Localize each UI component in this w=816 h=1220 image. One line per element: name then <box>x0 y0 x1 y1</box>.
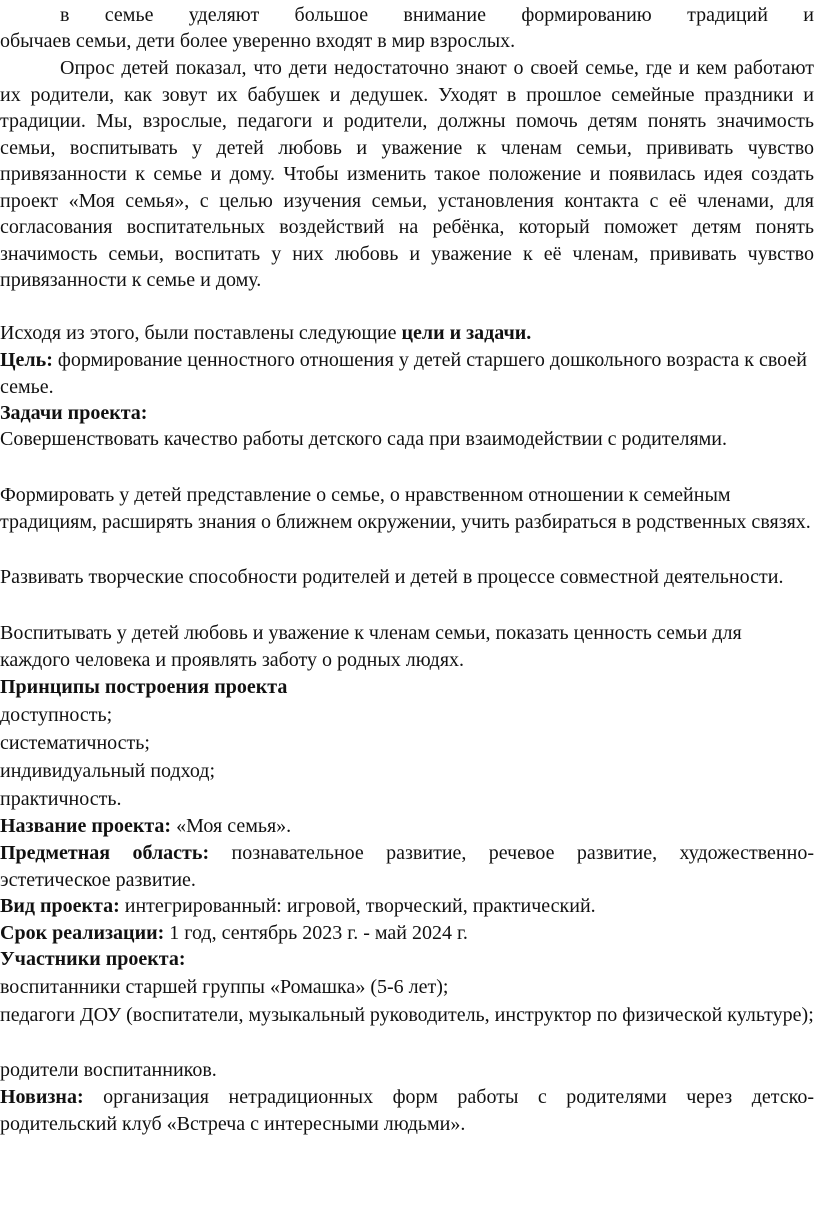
intro-paragraph-2: Опрос детей показал, что дети недостаточно знают о своей семье, где и кем работают их родители, как зовут их бабушек и дедушек. Уходят в прошлое семейные праздники и традиции. Мы, взрослые, педагоги и родители, должны помочь детям понять значимость семьи, воспитывать у детей любовь и уважение к членам семьи, прививать чувство привязанности к семье и дому. Чтобы изменить такое положение и появилась идея создать проект «Моя семья», с целью изучения семьи, установления контакта с её членами, для согласования воспитательных воздействий на ребёнка, который поможет детям понять значимость семьи, воспитать у них любовь и уважение к её членам, прививать чувство привязанности к семье и дому. <box>0 57 814 291</box>
principle-item-4: практичность. <box>0 788 122 810</box>
novelty-text: организация нетрадиционных форм работы с родителями через детско-родительский клуб «Встреча с интересными людьми». <box>0 1086 814 1135</box>
principle-item-3: индивидуальный подход; <box>0 760 216 782</box>
principle-item-1: доступность; <box>0 704 113 726</box>
task-item-3: Развивать творческие способности родителей и детей в процессе совместной деятельности. <box>0 566 784 588</box>
tasks-heading: Задачи проекта: <box>0 402 148 424</box>
goals-intro-paragraph <box>0 320 814 347</box>
subject-area-text: познавательное развитие, речевое развитие, художественно-эстетическое развитие. <box>0 842 814 891</box>
novelty-paragraph <box>0 1084 814 1137</box>
term-label: Срок реализации: <box>0 922 165 944</box>
intro-line-2: обычаев семьи, дети более уверенно входят в мир взрослых. <box>0 30 516 52</box>
participant-item-1: воспитанники старшей группы «Ромашка» (5-6 лет); <box>0 976 449 998</box>
task-item-1: Совершенствовать качество работы детского сада при взаимодействии с родителями. <box>0 428 728 450</box>
term-text: 1 год, сентябрь 2023 г. - май 2024 г. <box>164 922 468 944</box>
principle-item-2: систематичность; <box>0 732 150 754</box>
principles-heading: Принципы построения проекта <box>0 676 288 698</box>
goal-paragraph <box>0 347 814 400</box>
goals-intro-text: Исходя из этого, были поставлены следующие <box>0 322 402 344</box>
goal-text: формирование ценностного отношения у детей старшего дошкольного возраста к своей семье. <box>0 349 807 398</box>
project-type-paragraph <box>0 893 814 920</box>
term-paragraph <box>0 920 814 947</box>
goals-intro-bold: цели и задачи. <box>401 322 532 344</box>
participant-item-3: родители воспитанников. <box>0 1059 217 1081</box>
project-name-text: «Моя семья». <box>171 815 292 837</box>
participants-heading: Участники проекта: <box>0 948 186 970</box>
participant-item-2: педагоги ДОУ (воспитатели, музыкальный руководитель, инструктор по физической культуре); <box>0 1004 814 1026</box>
novelty-label: Новизна: <box>0 1086 84 1108</box>
intro-line-1: в семье уделяют большое внимание формированию традиций и <box>60 4 814 26</box>
task-item-2: Формировать у детей представление о семье, о нравственном отношении к семейным традициям, расширять знания о ближнем окружении, учить разбираться в родственных связях. <box>0 484 811 533</box>
project-type-label: Вид проекта: <box>0 895 120 917</box>
subject-area-paragraph <box>0 840 814 893</box>
project-type-text: интегрированный: игровой, творческий, практический. <box>119 895 596 917</box>
project-name-paragraph <box>0 813 814 840</box>
task-item-4: Воспитывать у детей любовь и уважение к членам семьи, показать ценность семьи для каждого человека и проявлять заботу о родных людях. <box>0 622 742 671</box>
subject-area-label: Предметная область: <box>0 842 210 864</box>
project-name-label: Название проекта: <box>0 815 172 837</box>
goal-label: Цель: <box>0 349 53 371</box>
